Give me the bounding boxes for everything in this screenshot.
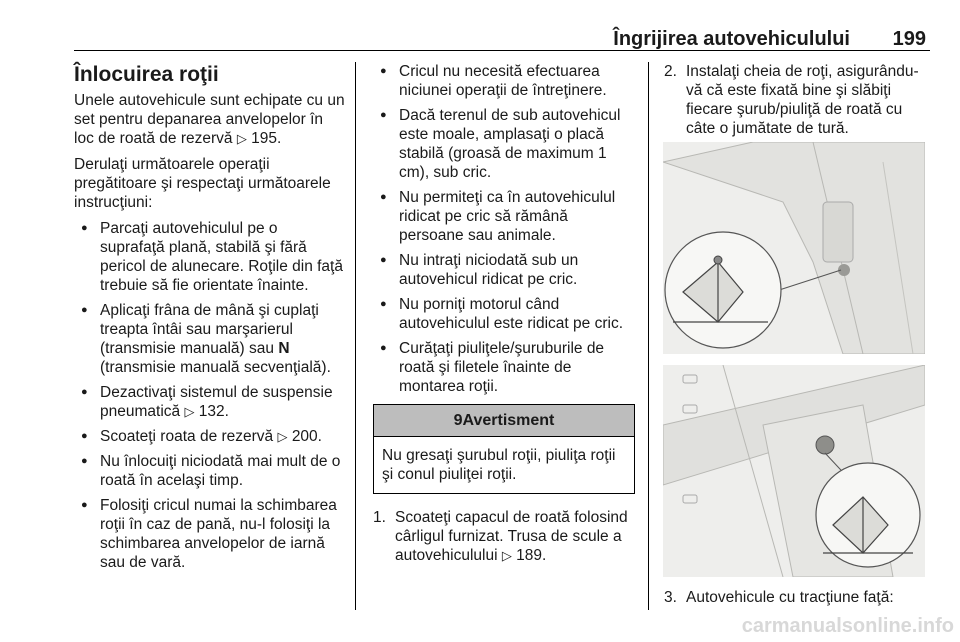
left-column — [74, 62, 346, 578]
arrow-ref-icon: ▷ — [277, 429, 288, 444]
page-number: 199 — [892, 28, 926, 50]
list-item: ● Nu înlocuiţi niciodată mai mult de o roată în acelaşi timp. — [74, 452, 346, 490]
list-item: ● Scoateţi roata de rezervă ▷ 200. — [74, 427, 346, 446]
warning-header: 9Avertisment — [374, 405, 634, 437]
jack-drawing — [663, 142, 925, 354]
page-ref[interactable]: 200. — [291, 428, 322, 445]
page-ref[interactable]: 189. — [516, 547, 547, 564]
list-item: ● Parcaţi autovehiculul pe o suprafaţă plană, stabilă şi fără pericol de alunecare. Roţile din faţă trebuie să fie orientate înainte. — [74, 219, 346, 295]
warning-box — [373, 404, 635, 494]
column-divider — [648, 62, 649, 610]
jack-illustration-bottom — [663, 365, 925, 577]
bullet-list — [373, 62, 635, 396]
paragraph: Unele autovehicule sunt echipate cu un set pentru depanarea anvelopelor în loc de roată de rezervă ▷ 195. — [74, 92, 345, 147]
list-item: ● Folosiţi cricul numai la schimbarea roţii în caz de pană, nu-l folosiţi la schimbarea anvelopelor de iarnă sau de vară. — [74, 496, 346, 572]
page-ref[interactable]: 132. — [198, 403, 229, 420]
header-rule — [74, 50, 930, 51]
list-item: ● Aplicaţi frâna de mână şi cuplaţi treapta întâi sau marşarierul (transmisie manuală) sau N (transmisie manuală secvenţială). — [74, 301, 346, 377]
list-item: ● Nu permiteţi ca în autovehiculul ridicat pe cric să rămână persoane sau animale. — [373, 188, 635, 245]
page-ref[interactable]: 195. — [251, 130, 282, 147]
arrow-ref-icon: ▷ — [184, 404, 195, 419]
section-heading: Înlocuirea roţii — [74, 63, 219, 86]
middle-column — [373, 62, 635, 571]
watermark: carmanualsonline.info — [741, 615, 954, 637]
step-item: 1. Scoateţi capacul de roată folosind cârligul furnizat. Trusa de scule a autovehiculului ▷ 189. — [373, 509, 628, 564]
warning-triangle-icon: 9 — [453, 412, 463, 429]
list-item: ● Curăţaţi piuliţele/şuruburile de roată şi filetele înainte de montarea roţii. — [373, 339, 635, 396]
list-item: ● Dacă terenul de sub autovehicul este moale, amplasaţi o placă stabilă (groasă de maximum 1 cm), sub cric. — [373, 106, 635, 182]
list-item: ● Nu intraţi niciodată sub un autovehicul ridicat pe cric. — [373, 251, 635, 289]
list-item: ● Dezactivaţi sistemul de suspensie pneumatică ▷ 132. — [74, 383, 346, 421]
arrow-ref-icon: ▷ — [236, 131, 247, 146]
paragraph: Derulaţi următoarele operaţii pregătitoare şi respectaţi următoarele instrucţiuni: — [74, 156, 331, 211]
list-item: ● Nu porniţi motorul când autovehiculul este ridicat pe cric. — [373, 295, 635, 333]
step-item: 3. Autovehicule cu tracţiune faţă: — [664, 589, 894, 606]
warning-text: Nu gresaţi şurubul roţii, piuliţa roţii şi conul piuliţei roţii. — [382, 447, 616, 483]
chapter-title: Îngrijirea autovehiculului — [613, 28, 850, 50]
arrow-ref-icon: ▷ — [501, 548, 512, 563]
step-item: 2. Instalaţi cheia de roţi, asigurându-vă că este fixată bine şi slăbiţi fiecare şurub/piuliţă de roată cu câte o jumătate de tură. — [664, 63, 919, 137]
bullet-list — [74, 219, 346, 572]
right-column — [664, 62, 930, 144]
jack-illustration-top — [663, 142, 925, 354]
column-divider — [355, 62, 356, 610]
jack-drawing — [663, 365, 925, 577]
list-item: ● Cricul nu necesită efectuarea niciunei operaţii de întreţinere. — [373, 62, 635, 100]
